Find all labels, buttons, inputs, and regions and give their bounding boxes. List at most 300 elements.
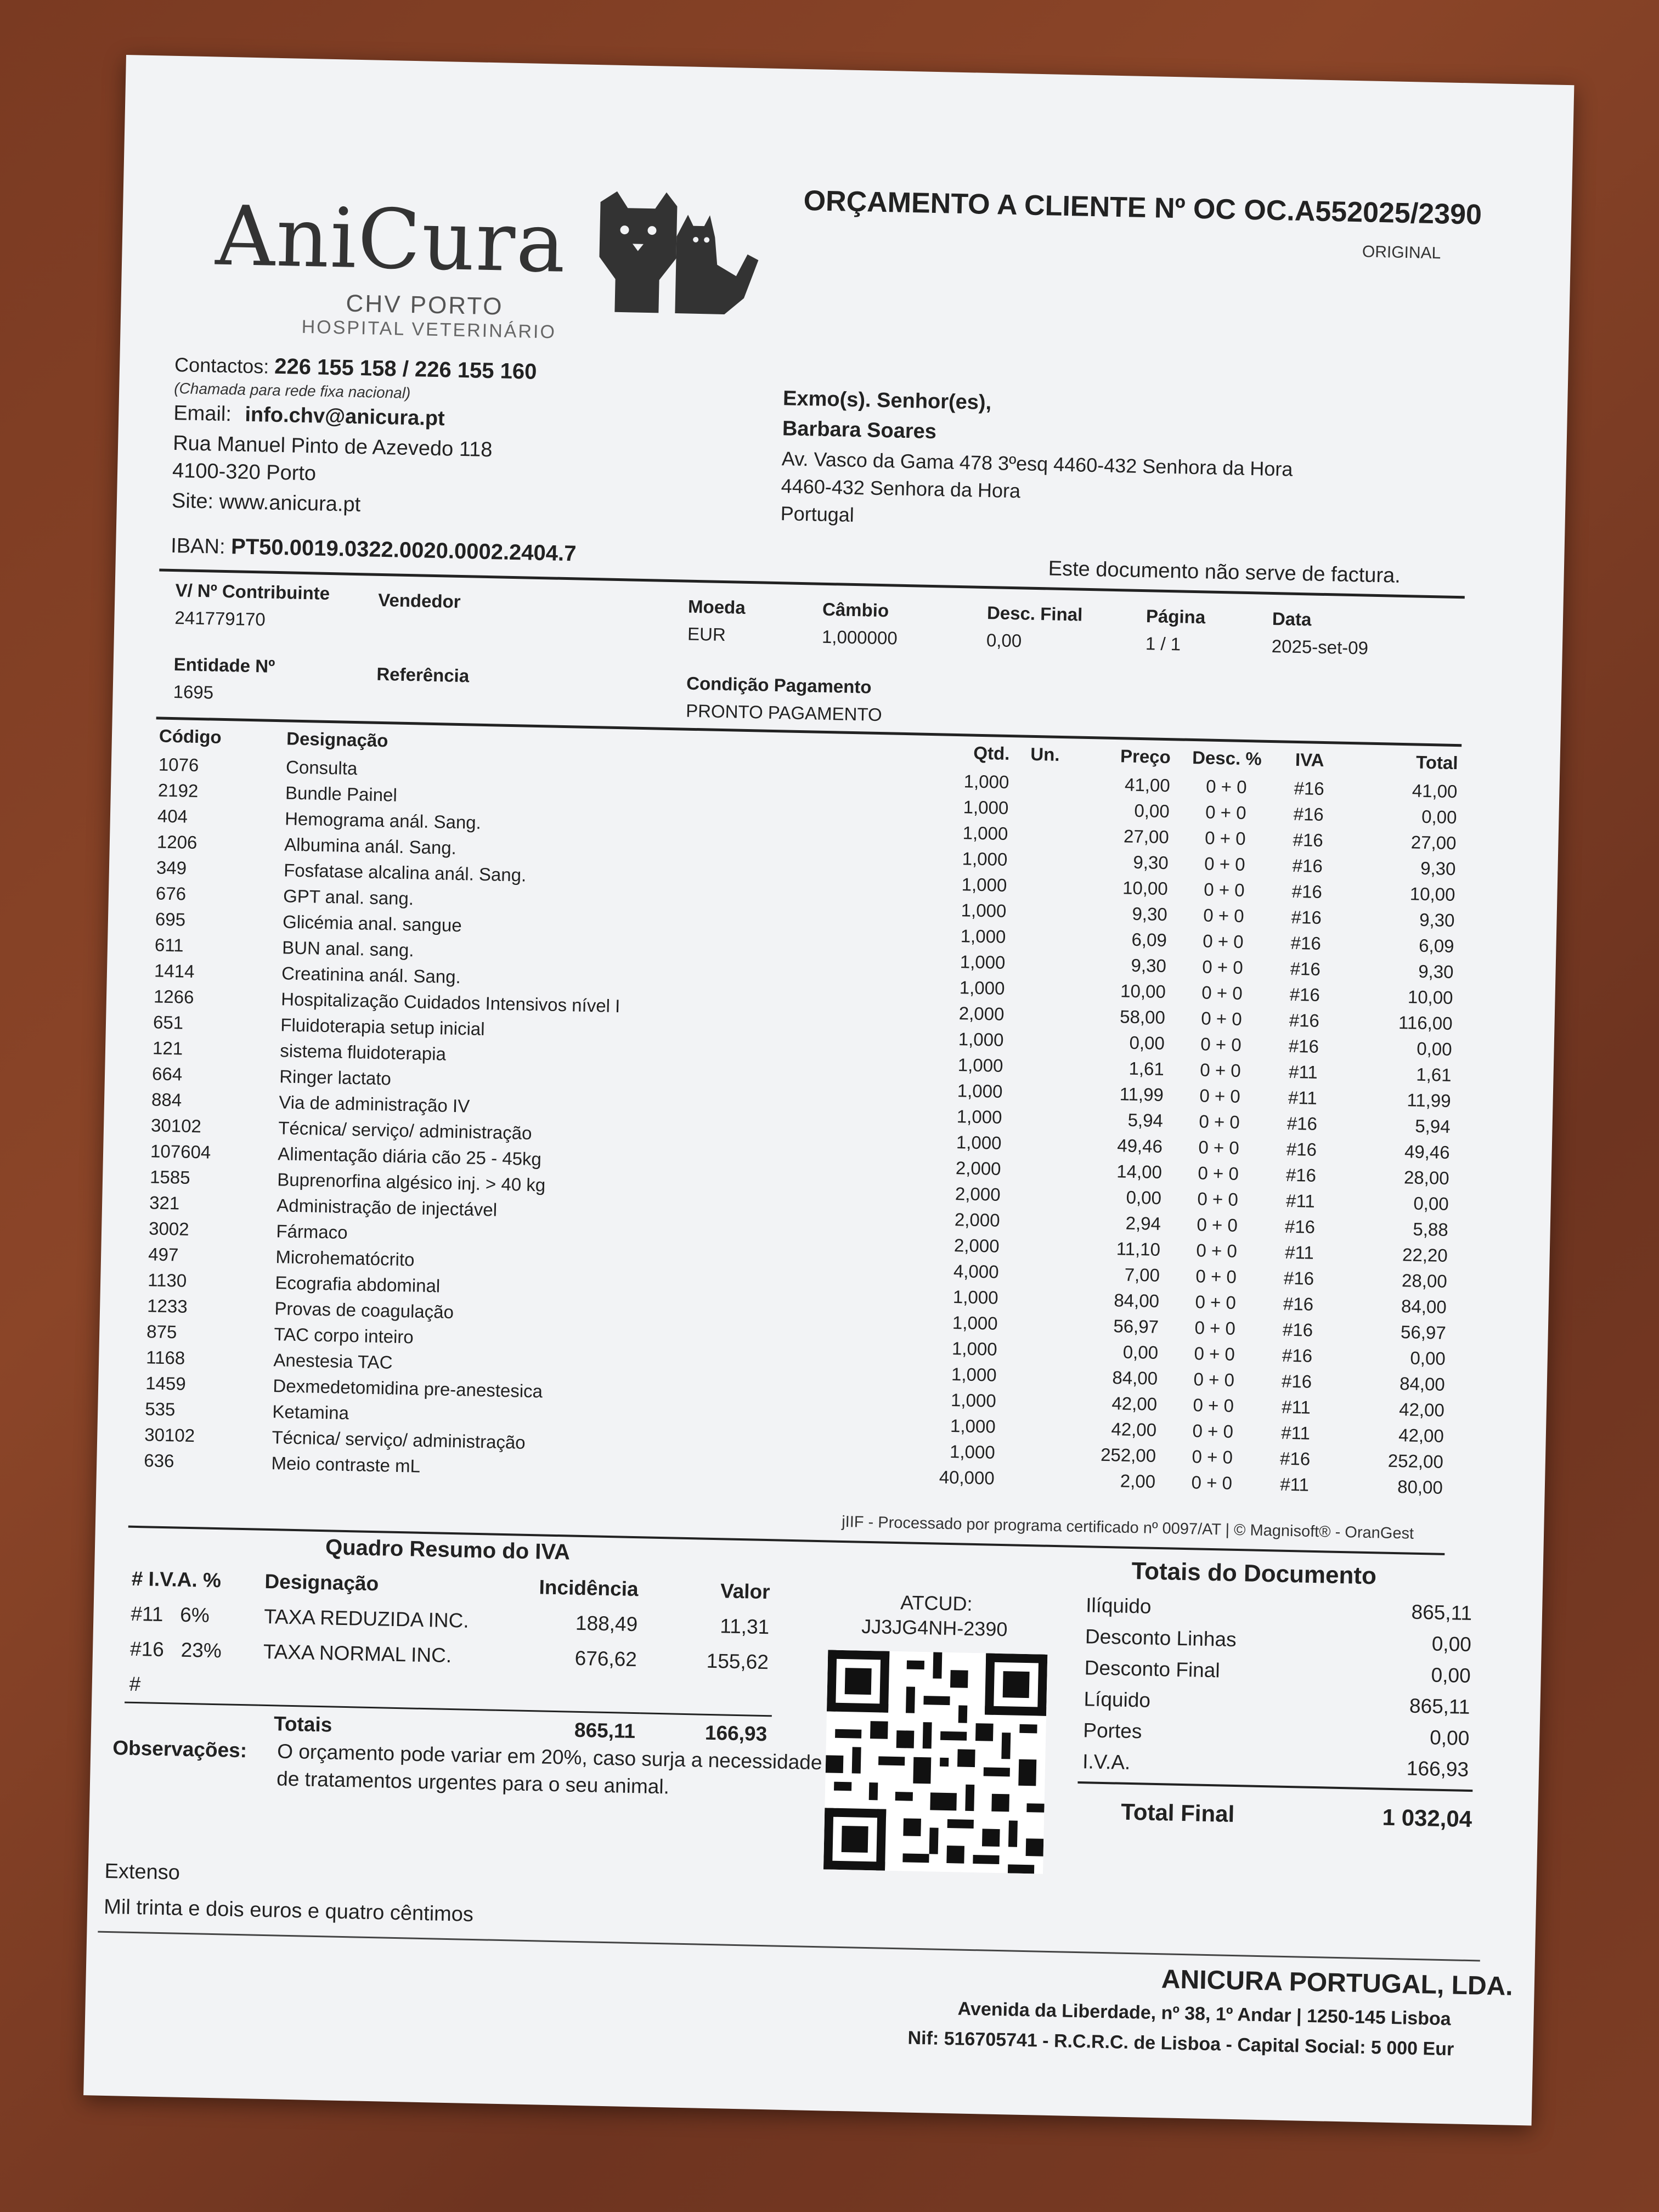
col-code: Código	[159, 725, 222, 747]
contact-phones: 226 155 158 / 226 155 160	[274, 354, 537, 384]
atcud-label: ATCUD:	[900, 1591, 973, 1615]
totals-label: Portes	[1083, 1718, 1142, 1742]
item-vat: #16	[1284, 1216, 1316, 1237]
item-code: 2192	[157, 780, 199, 801]
item-description: Hospitalização Cuidados Intensivos nível I	[280, 988, 620, 1016]
item-description: Provas de coagulação	[274, 1297, 454, 1322]
item-price: 1,61	[1128, 1058, 1165, 1079]
item-vat: #11	[1284, 1242, 1314, 1263]
notes-line-1: O orçamento pode variar em 20%, caso surja a necessidade	[276, 1740, 822, 1774]
item-vat: #16	[1291, 906, 1322, 928]
item-discount: 0 + 0	[1201, 1007, 1243, 1029]
item-total: 22,20	[1402, 1244, 1448, 1266]
iva-code-cell	[126, 1596, 260, 1634]
col-description: Designação	[286, 728, 388, 751]
item-vat: #16	[1293, 803, 1324, 825]
page-label: Página	[1146, 606, 1206, 628]
doc-totals-table	[1078, 1589, 1477, 1785]
clinic-street: Rua Manuel Pinto de Azevedo 118	[172, 431, 493, 462]
payment-value: PRONTO PAGAMENTO	[685, 700, 883, 725]
item-code: 664	[151, 1063, 183, 1085]
item-vat: #11	[1285, 1190, 1316, 1211]
item-total: 10,00	[1409, 883, 1455, 905]
item-unit	[1012, 795, 1076, 822]
item-vat: #16	[1279, 1448, 1311, 1469]
item-discount: 0 + 0	[1205, 802, 1246, 823]
item-code: 676	[155, 882, 187, 904]
nif-value: 241779170	[174, 607, 266, 630]
item-description: GPT anal. sang.	[283, 885, 414, 909]
rate-value: 1,000000	[821, 626, 898, 648]
item-code: 404	[157, 805, 188, 827]
item-qty: 1,000	[952, 1312, 998, 1334]
final-discount-label: Desc. Final	[986, 602, 1083, 625]
item-code: 1585	[149, 1166, 190, 1188]
item-qty: 1,000	[952, 1286, 999, 1308]
item-code: 121	[152, 1037, 183, 1059]
item-vat: #16	[1294, 777, 1325, 799]
copy-label: ORIGINAL	[1362, 242, 1441, 263]
currency-value: EUR	[687, 623, 726, 645]
item-unit	[1011, 821, 1076, 848]
item-vat: #16	[1281, 1370, 1312, 1392]
item-vat: #16	[1292, 855, 1323, 876]
item-code: 321	[149, 1192, 180, 1213]
item-code: 349	[156, 856, 187, 878]
item-vat: #11	[1280, 1422, 1311, 1443]
iva-base: 188,49	[575, 1611, 638, 1636]
totals-value: 865,11	[1411, 1600, 1472, 1624]
item-total: 6,09	[1418, 935, 1454, 956]
item-price: 252,00	[1100, 1444, 1156, 1466]
quote-document	[83, 55, 1574, 2125]
client-country: Portugal	[780, 502, 855, 526]
item-discount: 0 + 0	[1204, 827, 1246, 849]
item-price: 58,00	[1119, 1006, 1166, 1028]
item-unit	[1007, 1027, 1071, 1054]
iva-totals-label: Totais	[273, 1712, 332, 1736]
item-discount: 0 + 0	[1193, 1368, 1235, 1390]
item-total: 0,00	[1416, 1038, 1452, 1059]
item-unit	[1000, 1362, 1064, 1389]
col-qty: Qtd.	[973, 742, 1010, 764]
iva-summary-title: Quadro Resumo do IVA	[325, 1535, 571, 1565]
item-price: 11,10	[1116, 1238, 1161, 1260]
logo-subtitle-2: HOSPITAL VETERINÁRIO	[301, 316, 557, 343]
item-total: 80,00	[1397, 1476, 1443, 1498]
item-unit	[999, 1388, 1064, 1415]
item-description: BUN anal. sang.	[281, 936, 414, 960]
divider	[98, 1931, 1480, 1962]
col-price: Preço	[1120, 746, 1171, 768]
final-discount-value: 0,00	[986, 630, 1022, 651]
item-price: 0,00	[1134, 800, 1170, 821]
seller-label: Vendedor	[377, 589, 461, 612]
item-qty: 1,000	[957, 1054, 1003, 1076]
item-total: 84,00	[1401, 1295, 1447, 1317]
company-legal: Nif: 516705741 - R.C.R.C. de Lisboa - Capital Social: 5 000 Eur	[907, 2027, 1454, 2060]
item-discount: 0 + 0	[1191, 1471, 1233, 1493]
item-description: Meio contraste mL	[271, 1452, 421, 1476]
iva-code-cell	[125, 1632, 259, 1669]
iva-value: 11,31	[719, 1615, 770, 1639]
item-code: 695	[155, 908, 186, 930]
item-discount: 0 + 0	[1200, 1033, 1242, 1055]
item-description: Fármaco	[276, 1220, 348, 1243]
item-price: 84,00	[1112, 1367, 1158, 1389]
iban-label: IBAN:	[170, 534, 225, 558]
item-description: Consulta	[285, 756, 358, 778]
item-code: 1459	[145, 1372, 187, 1394]
item-code: 497	[148, 1243, 179, 1265]
email-link[interactable]: info.chv@anicura.pt	[245, 403, 445, 431]
item-qty: 1,000	[950, 1389, 997, 1411]
iva-col-desc: Designação	[264, 1570, 379, 1595]
item-qty: 1,000	[956, 1131, 1002, 1153]
iva-rate: 23%	[180, 1638, 222, 1662]
item-discount: 0 + 0	[1195, 1265, 1237, 1287]
anicura-logo-text: AniCura	[215, 188, 568, 291]
item-description: Creatinina anál. Sang.	[281, 962, 461, 987]
item-discount: 0 + 0	[1194, 1342, 1235, 1364]
item-qty: 2,000	[953, 1234, 1000, 1256]
item-discount: 0 + 0	[1192, 1446, 1233, 1468]
item-discount: 0 + 0	[1196, 1239, 1238, 1261]
item-unit	[998, 1440, 1063, 1466]
item-total: 1,61	[1415, 1064, 1452, 1085]
item-qty: 2,000	[955, 1157, 1001, 1179]
client-name: Barbara Soares	[782, 417, 937, 444]
item-total: 42,00	[1398, 1398, 1445, 1420]
iva-totals-base: 865,11	[574, 1718, 636, 1743]
iban-line	[171, 533, 577, 566]
company-address: Avenida da Liberdade, nº 38, 1º Andar | 1250-145 Lisboa	[957, 1998, 1452, 2030]
item-discount: 0 + 0	[1202, 930, 1244, 952]
item-unit	[1006, 1079, 1070, 1105]
item-unit	[1006, 1053, 1071, 1080]
item-qty: 2,000	[955, 1183, 1001, 1205]
item-total: 0,00	[1413, 1193, 1449, 1214]
item-qty: 1,000	[961, 873, 1007, 895]
item-price: 42,00	[1111, 1418, 1157, 1440]
items-table	[140, 720, 1462, 1500]
item-unit	[997, 1465, 1062, 1492]
item-qty: 1,000	[958, 1028, 1004, 1050]
item-vat: #11	[1288, 1087, 1318, 1108]
totals-label: Desconto Final	[1084, 1656, 1221, 1681]
item-unit	[1011, 847, 1075, 873]
totals-value: 0,00	[1431, 1632, 1472, 1656]
item-price: 0,00	[1122, 1341, 1159, 1363]
item-vat: #16	[1286, 1113, 1318, 1134]
totals-label: Desconto Linhas	[1085, 1624, 1237, 1651]
item-code: 875	[146, 1321, 177, 1342]
item-qty: 1,000	[961, 899, 1007, 921]
date-label: Data	[1272, 608, 1312, 630]
totals-label: I.V.A.	[1082, 1750, 1131, 1774]
item-price: 27,00	[1123, 825, 1170, 847]
website-link[interactable]: Site: www.anicura.pt	[171, 489, 361, 517]
date-value: 2025-set-09	[1271, 635, 1369, 658]
item-code: 651	[153, 1011, 184, 1033]
item-price: 10,00	[1122, 877, 1169, 899]
item-unit	[1005, 1104, 1070, 1131]
rate-label: Câmbio	[822, 599, 889, 621]
reference-label: Referência	[376, 663, 470, 686]
item-discount: 0 + 0	[1204, 853, 1246, 874]
item-code: 1233	[146, 1295, 188, 1317]
total-final-value: 1 032,04	[1382, 1804, 1472, 1832]
item-code: 1130	[147, 1269, 187, 1291]
item-total: 0,00	[1421, 806, 1457, 827]
item-code: 884	[151, 1088, 182, 1110]
iva-code: #	[129, 1672, 141, 1696]
item-price: 41,00	[1124, 774, 1171, 795]
item-qty: 1,000	[963, 770, 1009, 792]
item-price: 9,30	[1133, 851, 1169, 873]
doc-totals-body	[1078, 1589, 1477, 1785]
item-qty: 40,000	[939, 1466, 995, 1488]
item-unit	[1009, 924, 1074, 951]
item-unit	[1001, 1285, 1066, 1312]
item-price: 11,99	[1119, 1083, 1164, 1105]
item-total: 84,00	[1399, 1373, 1446, 1395]
entity-value: 1695	[173, 681, 214, 703]
item-total: 5,88	[1413, 1218, 1449, 1240]
item-qty: 1,000	[956, 1105, 1002, 1127]
item-unit	[1003, 1182, 1068, 1209]
item-description: Dexmedetomidina pre-anestesica	[273, 1375, 543, 1401]
item-total: 41,00	[1412, 780, 1458, 802]
totals-value: 0,00	[1429, 1725, 1470, 1750]
item-vat: #16	[1293, 829, 1324, 850]
item-code: 535	[144, 1398, 176, 1419]
item-description: Técnica/ serviço/ administração	[272, 1426, 526, 1453]
item-total: 252,00	[1387, 1450, 1444, 1472]
client-salutation: Exmo(s). Senhor(es),	[782, 387, 992, 415]
item-price: 0,00	[1129, 1032, 1165, 1053]
item-vat: #11	[1279, 1474, 1310, 1495]
item-description: sistema fluidoterapia	[279, 1040, 447, 1064]
item-total: 9,30	[1419, 909, 1455, 930]
item-vat: #16	[1283, 1267, 1314, 1289]
item-description: Fosfatase alcalina anál. Sang.	[283, 859, 527, 885]
item-discount: 0 + 0	[1198, 1136, 1240, 1158]
totals-label: Ilíquido	[1085, 1593, 1152, 1618]
item-qty: 1,000	[951, 1363, 997, 1385]
item-description: Técnica/ serviço/ administração	[278, 1117, 532, 1143]
item-price: 56,97	[1113, 1315, 1159, 1337]
item-unit	[1008, 975, 1073, 1002]
notes-label: Observações:	[112, 1736, 247, 1762]
item-total: 27,00	[1410, 831, 1457, 853]
item-description: Buprenorfina algésico inj. > 40 kg	[277, 1169, 546, 1195]
company-name: ANICURA PORTUGAL, LDA.	[1161, 1965, 1514, 2001]
item-discount: 0 + 0	[1199, 1085, 1241, 1107]
item-total: 116,00	[1398, 1012, 1453, 1034]
item-description: Glicémia anal. sangue	[282, 911, 462, 935]
item-code: 3002	[148, 1217, 190, 1239]
totals-label: Líquido	[1084, 1687, 1151, 1712]
item-vat: #16	[1282, 1319, 1313, 1340]
item-vat: #16	[1282, 1345, 1313, 1366]
item-code: 30102	[144, 1424, 195, 1446]
currency-label: Moeda	[687, 596, 746, 618]
item-description: Albumina anál. Sang.	[284, 833, 457, 858]
contacts-label: Contactos:	[174, 353, 269, 378]
iva-code: #11	[131, 1602, 163, 1626]
item-vat: #16	[1283, 1293, 1314, 1314]
document-title: ORÇAMENTO A CLIENTE Nº OC OC.A552025/2390	[803, 184, 1482, 231]
item-discount: 0 + 0	[1201, 981, 1243, 1003]
item-unit	[1009, 898, 1074, 925]
item-description: Ketamina	[272, 1401, 349, 1423]
item-description: TAC corpo inteiro	[274, 1323, 414, 1347]
item-unit	[998, 1414, 1063, 1441]
item-code: 611	[154, 934, 184, 956]
item-description: Anestesia TAC	[273, 1349, 393, 1373]
iva-summary-table	[124, 1561, 775, 1752]
item-discount: 0 + 0	[1203, 878, 1245, 900]
phone-note: (Chamada para rede fixa nacional)	[173, 379, 411, 402]
extenso-value: Mil trinta e dois euros e quatro cêntimos	[103, 1895, 474, 1926]
extenso-label: Extenso	[104, 1859, 180, 1884]
cat-dog-logo-icon	[592, 191, 760, 326]
item-qty: 1,000	[959, 977, 1005, 998]
item-description: Administração de injectável	[276, 1194, 498, 1220]
total-final-label: Total Final	[1120, 1798, 1235, 1827]
entity-label: Entidade Nº	[173, 654, 275, 676]
item-description: Alimentação diária cão 25 - 45kg	[278, 1143, 542, 1169]
item-qty: 1,000	[960, 925, 1006, 947]
item-qty: 1,000	[949, 1441, 996, 1463]
col-total: Total	[1415, 752, 1458, 774]
item-unit	[1001, 1311, 1065, 1338]
contacts-line	[174, 352, 537, 385]
item-price: 49,46	[1116, 1135, 1163, 1156]
nif-label: V/ Nº Contribuinte	[175, 580, 330, 603]
item-price: 10,00	[1120, 980, 1166, 1002]
item-vat: #16	[1288, 1035, 1319, 1057]
item-unit	[1004, 1156, 1069, 1183]
item-total: 28,00	[1401, 1269, 1448, 1291]
item-code: 1206	[156, 831, 198, 853]
item-unit	[1000, 1336, 1065, 1363]
item-price: 42,00	[1111, 1392, 1158, 1414]
item-vat: #11	[1288, 1061, 1318, 1082]
item-price: 14,00	[1116, 1160, 1163, 1182]
item-qty: 1,000	[963, 796, 1009, 818]
item-discount: 0 + 0	[1192, 1420, 1234, 1442]
item-total: 11,99	[1407, 1089, 1452, 1111]
item-price: 9,30	[1132, 903, 1168, 924]
page-value: 1 / 1	[1145, 633, 1181, 654]
item-description: Bundle Painel	[285, 782, 398, 805]
certification-note: jIIF - Processado por programa certificado nº 0097/AT | © Magnisoft® - OranGest	[841, 1513, 1414, 1543]
item-qty: 1,000	[960, 951, 1006, 973]
clinic-city: 4100-320 Porto	[172, 459, 317, 486]
item-code: 636	[143, 1449, 174, 1471]
item-qty: 4,000	[953, 1260, 999, 1282]
iva-base: 676,62	[574, 1646, 637, 1671]
iva-col-rate: # I.V.A. %	[131, 1567, 222, 1592]
item-description: Via de administração IV	[278, 1091, 470, 1116]
item-total: 56,97	[1400, 1321, 1447, 1343]
iva-col-value: Valor	[720, 1579, 771, 1604]
totals-value: 166,93	[1406, 1757, 1469, 1781]
item-description: Ecografia abdominal	[275, 1272, 441, 1296]
item-unit	[1002, 1233, 1067, 1260]
item-price: 0,00	[1126, 1187, 1162, 1208]
item-code: 1414	[154, 960, 195, 981]
iva-col-base: Incidência	[539, 1576, 639, 1601]
item-discount: 0 + 0	[1205, 776, 1247, 797]
item-total: 9,30	[1418, 961, 1454, 982]
item-price: 5,94	[1127, 1109, 1164, 1131]
item-unit	[1012, 769, 1077, 796]
item-qty: 1,000	[957, 1080, 1003, 1102]
item-code: 1076	[158, 754, 199, 775]
item-unit	[1003, 1207, 1068, 1234]
item-discount: 0 + 0	[1203, 904, 1245, 926]
item-vat: #16	[1285, 1164, 1317, 1186]
item-total: 49,46	[1404, 1141, 1451, 1163]
item-unit	[1008, 950, 1073, 977]
item-qty: 1,000	[962, 822, 1008, 844]
item-discount: 0 + 0	[1200, 1059, 1242, 1081]
item-total: 28,00	[1403, 1166, 1450, 1188]
item-discount: 0 + 0	[1194, 1317, 1236, 1339]
iban-value: PT50.0019.0322.0020.0002.2404.7	[230, 534, 577, 566]
item-unit	[1007, 1001, 1072, 1028]
item-price: 9,30	[1131, 955, 1167, 976]
email-line	[173, 402, 445, 431]
logo-subtitle: CHV PORTO	[346, 290, 504, 320]
item-vat: #16	[1289, 1009, 1320, 1031]
iva-value: 155,62	[706, 1649, 769, 1674]
item-price: 2,00	[1120, 1470, 1156, 1492]
item-price: 6,09	[1131, 929, 1167, 950]
totals-value: 865,11	[1409, 1694, 1470, 1718]
item-qty: 1,000	[950, 1415, 996, 1437]
item-total: 9,30	[1420, 857, 1456, 879]
item-vat: #16	[1291, 881, 1323, 902]
item-vat: #16	[1289, 984, 1321, 1005]
iva-code: #16	[129, 1637, 165, 1661]
item-discount: 0 + 0	[1193, 1394, 1234, 1416]
item-price: 7,00	[1124, 1264, 1160, 1285]
iva-rate: 6%	[179, 1603, 210, 1627]
item-discount: 0 + 0	[1195, 1291, 1237, 1313]
qr-code-icon	[823, 1650, 1047, 1874]
doc-totals-title: Totais do Documento	[1131, 1557, 1377, 1590]
client-address-2: 4460-432 Senhora da Hora	[781, 475, 1021, 503]
item-total: 5,94	[1415, 1115, 1451, 1137]
item-unit	[1010, 872, 1075, 899]
item-description: Ringer lactato	[279, 1065, 392, 1089]
item-code: 1266	[153, 985, 194, 1007]
email-label: Email:	[173, 401, 232, 426]
item-price: 84,00	[1114, 1289, 1160, 1311]
col-vat: IVA	[1295, 749, 1324, 771]
item-discount: 0 + 0	[1199, 1110, 1240, 1132]
item-price: 2,94	[1125, 1212, 1161, 1234]
item-unit	[1002, 1259, 1066, 1286]
item-vat: #11	[1281, 1396, 1311, 1418]
item-qty: 2,000	[954, 1209, 1000, 1231]
item-total: 42,00	[1398, 1424, 1444, 1446]
item-code: 30102	[150, 1114, 202, 1136]
